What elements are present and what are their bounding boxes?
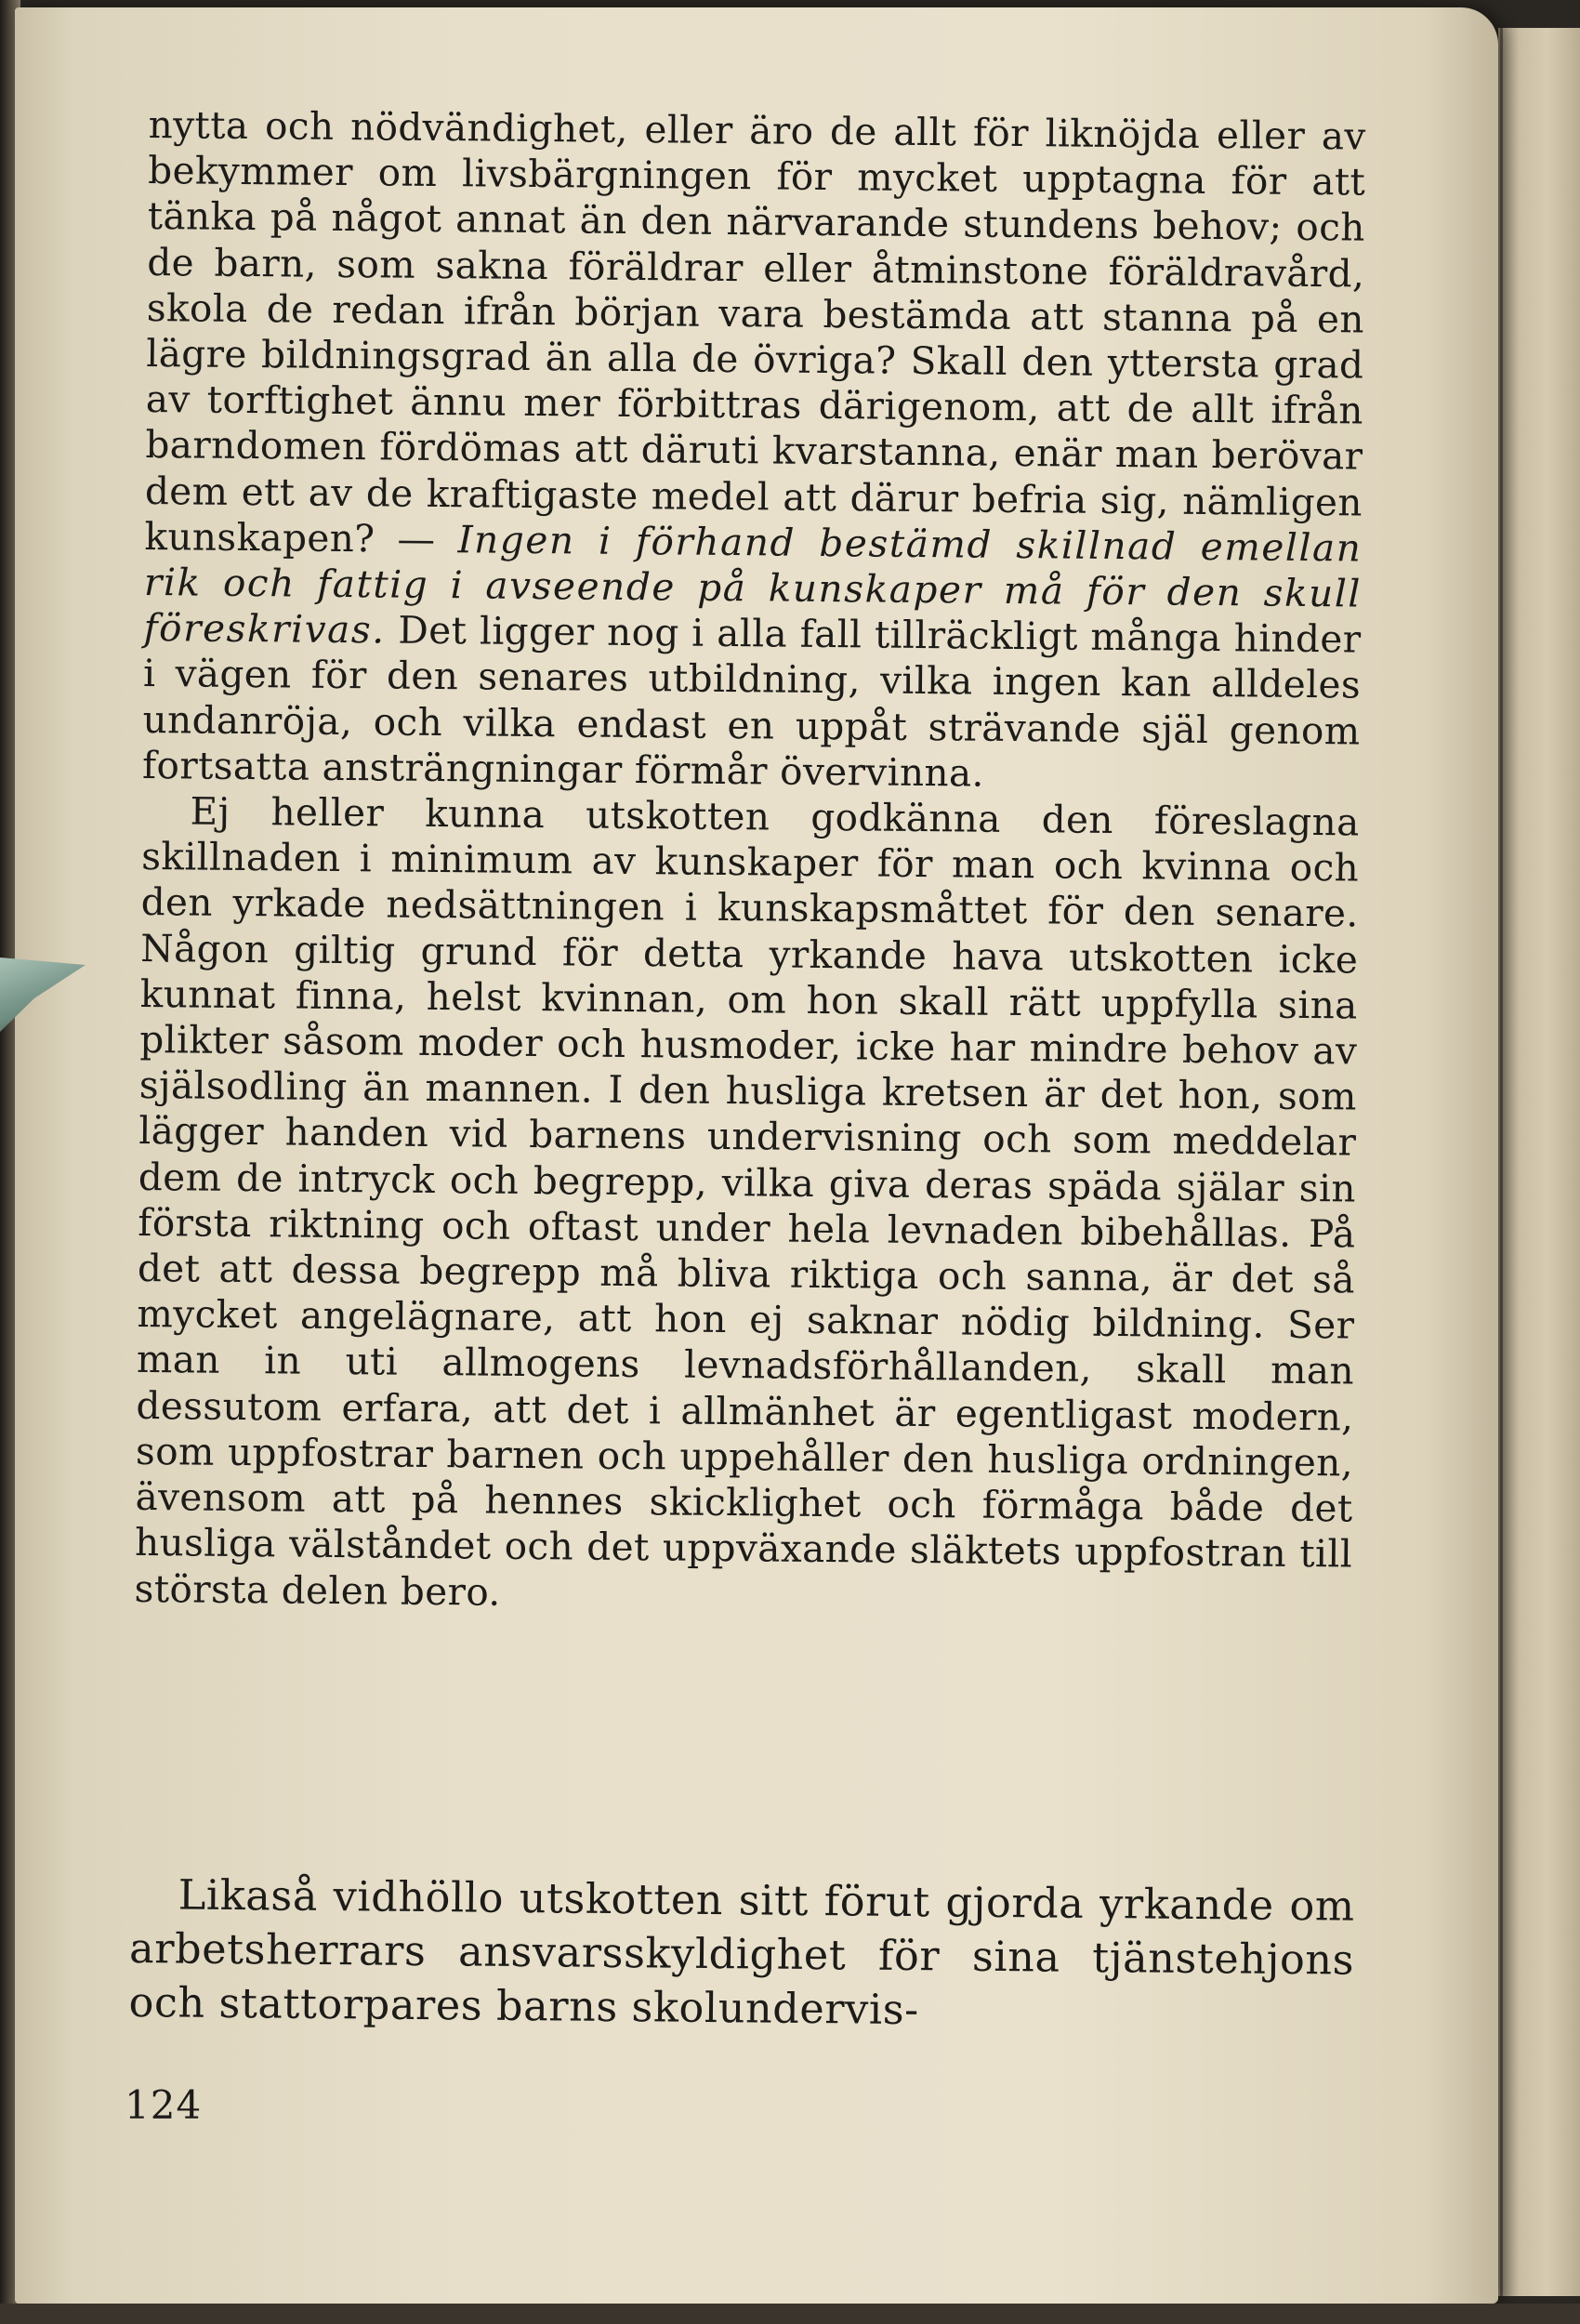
bottom-edge (0, 2304, 1580, 2324)
section-text-block (128, 1868, 1355, 2042)
paragraph-1-italic: Ingen i förhand bestämd skillnad emellan rik och fattig i avseende på kunskaper må för den skull föreskrivas. (143, 517, 1363, 653)
page-number: 124 (125, 2082, 203, 2128)
main-text-block (134, 102, 1366, 1623)
paragraph-1-text: nytta och nödvändighet, eller äro de allt för liknöjda eller av bekymmer om livsbärgningen för mycket upptagna för att tänka på något annat än den närvarande stundens behov; och de barn, som sakna föräldrar eller åtminstone föräldravård, skola de redan ifrån början vara bestämda att stanna på en lägre bildningsgrad än alla de övriga? Skall den yttersta grad av torftighet ännu mer förbittras därigenom, att de allt ifrån barndomen fördömas att däruti kvarstanna, enär man berövar dem ett av de kraftigaste medel att därur befria sig, nämligen kunskapen? — (144, 102, 1366, 561)
paragraph-1-end: Det ligger nog i alla fall tillräckligt många hinder i vägen för den senares utbildning, vilka ingen kan alldeles undanröja, och vilka endast en uppåt strävande själ genom fortsatta ansträngningar förmår övervinna. (141, 607, 1362, 796)
paragraph-1 (142, 102, 1366, 800)
paragraph-2: Ej heller kunna utskotten godkänna den föreslagna skillnaden i minimum av kunskaper för man och kvinna och den yrkade nedsättningen i kunskapsmåttet för den senare. Någon giltig grund för detta yrkande hava utskotten icke kunnat finna, helst kvinnan, om hon skall rätt uppfylla sina plikter såsom moder och husmoder, icke har mindre behov av själsodling än mannen. I den husliga kretsen är det hon, som lägger handen vid barnens undervisning och som meddelar dem de intryck och begrepp, vilka giva deras späda själar sin första riktning och oftast under hela levnaden bibehållas. På det att dessa begrepp må bliva riktiga och sanna, är det så mycket angelägnare, att hon ej saknar nödig bildning. Ser man in uti allmogens levnadsförhållanden, skall man dessutom erfara, att det i allmänhet är egentligast modern, som uppfostrar barnen och uppehåller den husliga ordningen, ävensom att på hennes skicklighet och förmåga både det husliga välståndet och det uppväxande släktets uppfostran till största delen bero. (134, 788, 1360, 1615)
next-page-edge (1498, 28, 1580, 2296)
paragraph-3: Likaså vidhöllo utskotten sitt förut gjorda yrkande om arbetsherrars ansvarsskyldighet för sina tjänstehjons och stattorpares barns skolundervis- (128, 1871, 1355, 2035)
